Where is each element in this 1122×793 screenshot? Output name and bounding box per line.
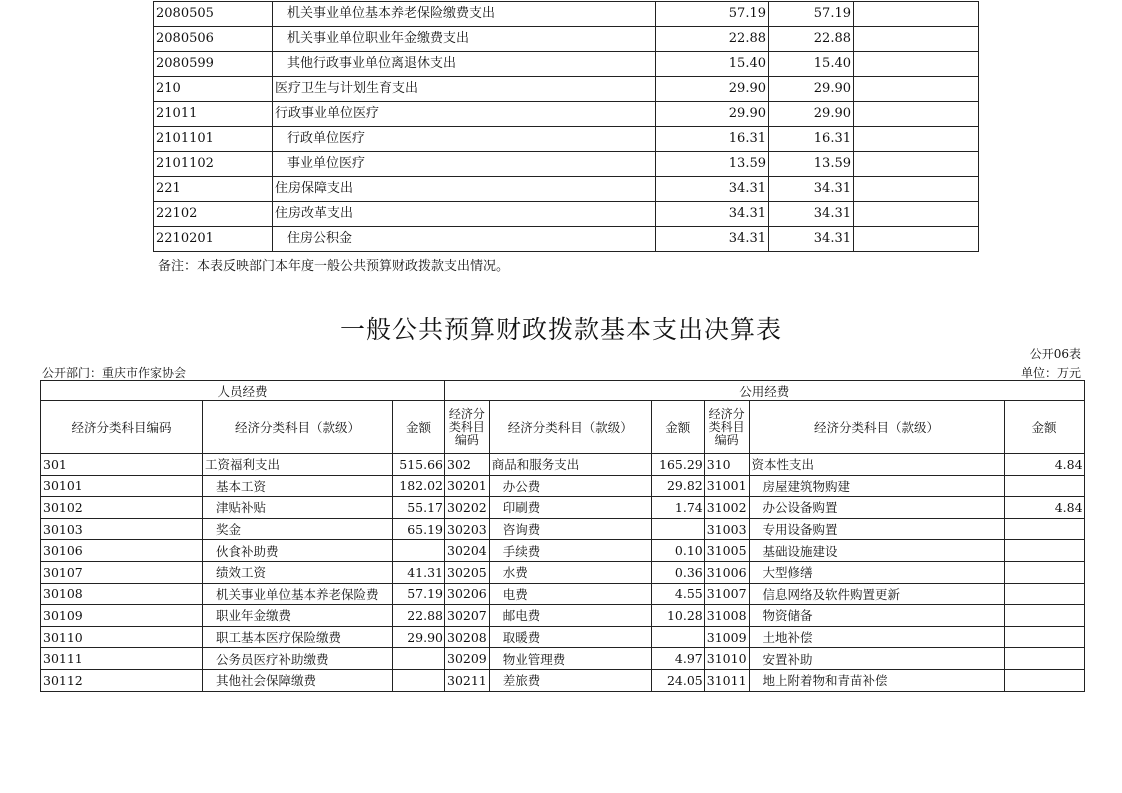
section-header-row [41,381,1085,401]
table-row [41,497,1085,519]
row-amount-basic: 57.19 [769,2,854,27]
goods-name: 物业管理费 [489,648,651,670]
basic-expenditure-table [40,380,1085,692]
table-row [154,227,979,252]
row-amount-total: 34.31 [656,202,769,227]
capital-code: 31001 [704,475,749,497]
capital-name: 房屋建筑物购建 [749,475,1004,497]
personnel-name: 奖金 [203,518,393,540]
table-row [41,583,1085,605]
capital-code: 31008 [704,605,749,627]
capital-name: 安置补助 [749,648,1004,670]
personnel-amount [393,540,445,562]
row-name: 事业单位医疗 [273,152,656,177]
col-header-personnel-code: 经济分类科目编码 [41,401,203,454]
personnel-code: 301 [41,454,203,476]
personnel-code: 30103 [41,518,203,540]
col-header-personnel-name: 经济分类科目（款级） [203,401,393,454]
goods-amount: 10.28 [651,605,704,627]
table-row [41,605,1085,627]
goods-code: 302 [445,454,490,476]
goods-name: 商品和服务支出 [489,454,651,476]
goods-amount: 29.82 [651,475,704,497]
row-amount-total: 22.88 [656,27,769,52]
personnel-amount: 22.88 [393,605,445,627]
goods-code: 30207 [445,605,490,627]
row-amount-total: 29.90 [656,77,769,102]
goods-name: 差旅费 [489,669,651,691]
row-name: 住房公积金 [273,227,656,252]
row-code: 2080506 [154,27,273,52]
row-amount-total: 13.59 [656,152,769,177]
goods-name: 取暖费 [489,626,651,648]
row-name: 住房改革支出 [273,202,656,227]
personnel-name: 职业年金缴费 [203,605,393,627]
row-amount-basic: 13.59 [769,152,854,177]
personnel-name: 绩效工资 [203,561,393,583]
row-amount-project [854,202,979,227]
goods-code: 30208 [445,626,490,648]
capital-amount [1004,605,1084,627]
personnel-amount: 182.02 [393,475,445,497]
capital-name: 信息网络及软件购置更新 [749,583,1004,605]
row-name: 住房保障支出 [273,177,656,202]
capital-code: 31002 [704,497,749,519]
table-row [154,177,979,202]
col-header-goods-name: 经济分类科目（款级） [489,401,651,454]
capital-code: 31005 [704,540,749,562]
col-header-goods-code: 经济分类科目编码 [445,401,490,454]
personnel-name: 基本工资 [203,475,393,497]
goods-code: 30201 [445,475,490,497]
personnel-code: 30106 [41,540,203,562]
capital-amount [1004,561,1084,583]
row-amount-basic: 29.90 [769,77,854,102]
capital-amount [1004,669,1084,691]
row-amount-basic: 34.31 [769,202,854,227]
table-row [41,669,1085,691]
col-header-goods-amount: 金额 [651,401,704,454]
goods-code: 30202 [445,497,490,519]
row-amount-project [854,27,979,52]
personnel-amount: 41.31 [393,561,445,583]
form-number: 公开06表 [1029,347,1081,361]
personnel-amount [393,648,445,670]
capital-amount [1004,583,1084,605]
capital-amount: 4.84 [1004,454,1084,476]
capital-amount [1004,648,1084,670]
personnel-code: 30112 [41,669,203,691]
goods-code: 30209 [445,648,490,670]
goods-name: 水费 [489,561,651,583]
table-row [154,27,979,52]
table-row [154,127,979,152]
goods-name: 咨询费 [489,518,651,540]
goods-code: 30205 [445,561,490,583]
row-amount-project [854,52,979,77]
personnel-amount: 515.66 [393,454,445,476]
capital-code: 31010 [704,648,749,670]
personnel-name: 职工基本医疗保险缴费 [203,626,393,648]
table-row [154,77,979,102]
col-header-capital-name: 经济分类科目（款级） [749,401,1004,454]
section-public: 公用经费 [445,381,1085,401]
personnel-code: 30101 [41,475,203,497]
capital-name: 物资储备 [749,605,1004,627]
personnel-code: 30102 [41,497,203,519]
continued-expenditure-table [153,1,979,252]
goods-code: 30211 [445,669,490,691]
capital-code: 31009 [704,626,749,648]
personnel-amount: 65.19 [393,518,445,540]
goods-name: 印刷费 [489,497,651,519]
table-row [154,52,979,77]
col-header-capital-code: 经济分类科目编码 [704,401,749,454]
row-amount-basic: 16.31 [769,127,854,152]
table-row [41,518,1085,540]
capital-code: 31006 [704,561,749,583]
goods-amount: 4.55 [651,583,704,605]
personnel-code: 30109 [41,605,203,627]
capital-code: 31011 [704,669,749,691]
capital-name: 办公设备购置 [749,497,1004,519]
row-name: 行政单位医疗 [273,127,656,152]
row-name: 医疗卫生与计划生育支出 [273,77,656,102]
section-personnel: 人员经费 [41,381,445,401]
table-row [154,102,979,127]
row-name: 行政事业单位医疗 [273,102,656,127]
goods-amount: 0.10 [651,540,704,562]
table-row [41,475,1085,497]
capital-amount [1004,540,1084,562]
table-row [41,540,1085,562]
goods-name: 手续费 [489,540,651,562]
capital-name: 地上附着物和青苗补偿 [749,669,1004,691]
row-amount-project [854,77,979,102]
goods-amount: 4.97 [651,648,704,670]
row-amount-project [854,177,979,202]
row-amount-project [854,102,979,127]
row-amount-total: 34.31 [656,227,769,252]
personnel-code: 30107 [41,561,203,583]
personnel-code: 30110 [41,626,203,648]
personnel-amount [393,669,445,691]
row-code: 21011 [154,102,273,127]
row-amount-project [854,127,979,152]
table-row [41,454,1085,476]
goods-amount: 165.29 [651,454,704,476]
goods-name: 办公费 [489,475,651,497]
goods-code: 30206 [445,583,490,605]
goods-amount [651,518,704,540]
row-amount-project [854,2,979,27]
personnel-name: 其他社会保障缴费 [203,669,393,691]
capital-amount [1004,626,1084,648]
capital-code: 31007 [704,583,749,605]
row-name: 机关事业单位基本养老保险缴费支出 [273,2,656,27]
row-code: 2080505 [154,2,273,27]
table-row [154,202,979,227]
row-amount-total: 15.40 [656,52,769,77]
row-code: 221 [154,177,273,202]
capital-name: 资本性支出 [749,454,1004,476]
goods-amount [651,626,704,648]
row-amount-basic: 15.40 [769,52,854,77]
goods-amount: 0.36 [651,561,704,583]
capital-amount [1004,475,1084,497]
capital-code: 310 [704,454,749,476]
row-amount-basic: 34.31 [769,177,854,202]
table-row [154,152,979,177]
row-code: 2210201 [154,227,273,252]
personnel-name: 公务员医疗补助缴费 [203,648,393,670]
row-name: 其他行政事业单位离退休支出 [273,52,656,77]
row-name: 机关事业单位职业年金缴费支出 [273,27,656,52]
row-amount-project [854,227,979,252]
capital-amount: 4.84 [1004,497,1084,519]
col-header-personnel-amount: 金额 [393,401,445,454]
table-row [41,648,1085,670]
personnel-amount: 29.90 [393,626,445,648]
personnel-amount: 57.19 [393,583,445,605]
personnel-name: 工资福利支出 [203,454,393,476]
row-code: 22102 [154,202,273,227]
capital-name: 土地补偿 [749,626,1004,648]
capital-name: 大型修缮 [749,561,1004,583]
capital-code: 31003 [704,518,749,540]
goods-amount: 24.05 [651,669,704,691]
col-header-capital-amount: 金额 [1004,401,1084,454]
row-code: 2101101 [154,127,273,152]
row-amount-project [854,152,979,177]
personnel-code: 30111 [41,648,203,670]
row-amount-total: 16.31 [656,127,769,152]
goods-name: 邮电费 [489,605,651,627]
row-amount-total: 57.19 [656,2,769,27]
personnel-name: 津贴补贴 [203,497,393,519]
capital-amount [1004,518,1084,540]
column-header-row [41,401,1085,454]
table-note: 备注：本表反映部门本年度一般公共预算财政拨款支出情况。 [158,259,510,274]
department-label: 公开部门：重庆市作家协会 [42,366,187,380]
row-amount-basic: 34.31 [769,227,854,252]
goods-amount: 1.74 [651,497,704,519]
personnel-code: 30108 [41,583,203,605]
row-amount-basic: 22.88 [769,27,854,52]
row-code: 210 [154,77,273,102]
table-row [41,561,1085,583]
table-row [154,2,979,27]
capital-name: 基础设施建设 [749,540,1004,562]
row-amount-basic: 29.90 [769,102,854,127]
goods-name: 电费 [489,583,651,605]
row-amount-total: 34.31 [656,177,769,202]
row-code: 2101102 [154,152,273,177]
personnel-name: 机关事业单位基本养老保险费 [203,583,393,605]
personnel-name: 伙食补助费 [203,540,393,562]
goods-code: 30204 [445,540,490,562]
personnel-amount: 55.17 [393,497,445,519]
row-amount-total: 29.90 [656,102,769,127]
page-title: 一般公共预算财政拨款基本支出决算表 [339,315,782,344]
goods-code: 30203 [445,518,490,540]
capital-name: 专用设备购置 [749,518,1004,540]
row-code: 2080599 [154,52,273,77]
table-row [41,626,1085,648]
unit-label: 单位：万元 [1020,366,1081,380]
